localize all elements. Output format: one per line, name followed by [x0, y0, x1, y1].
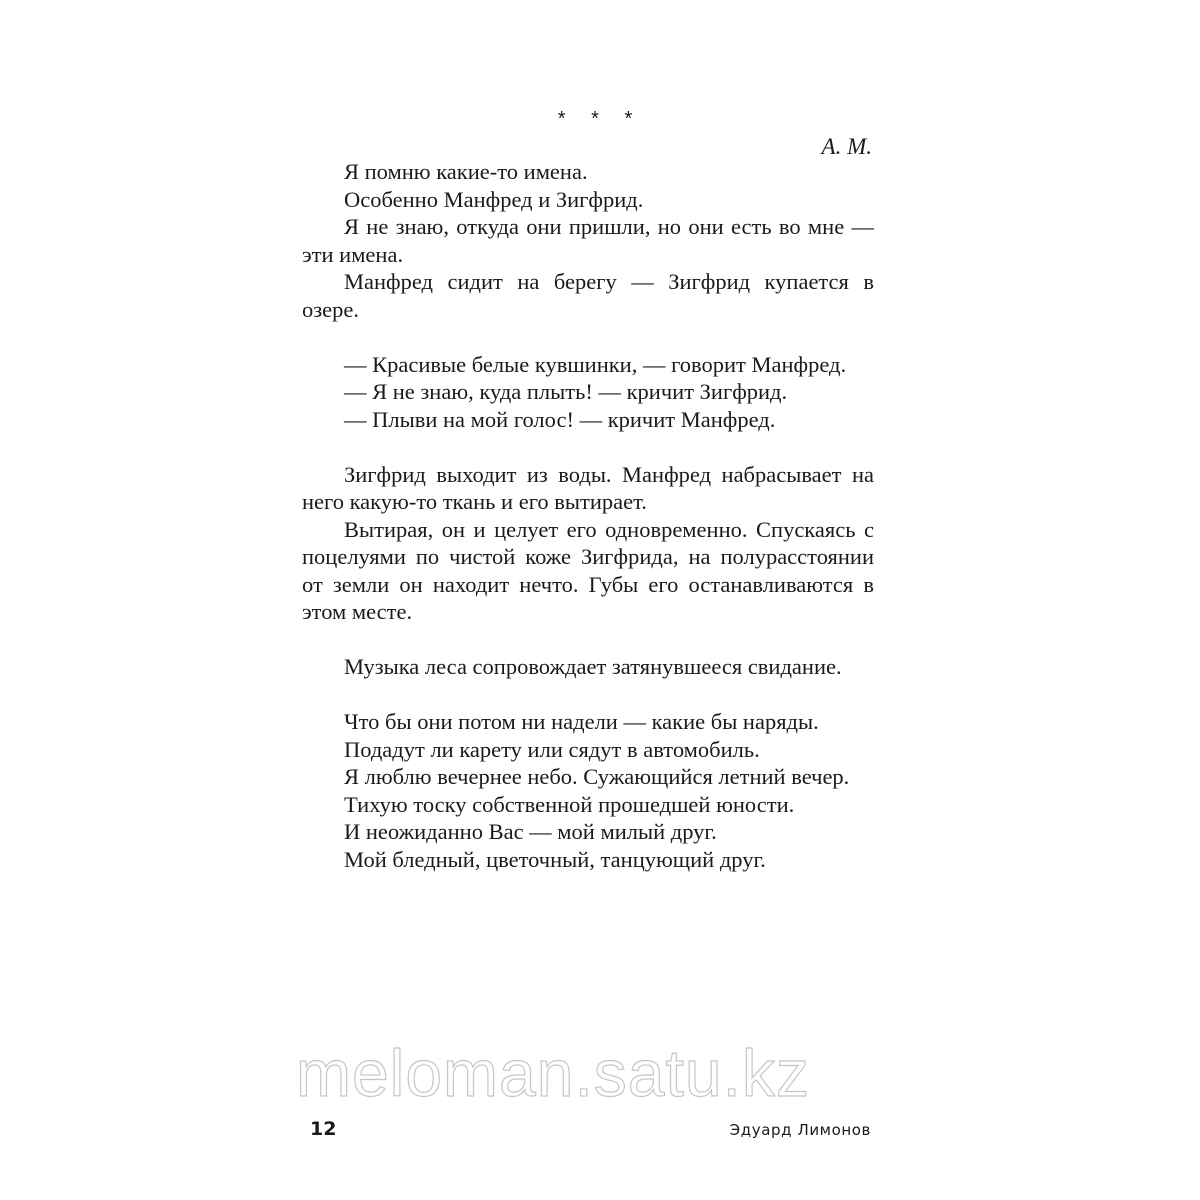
running-footer-author: Эдуард Лимонов [729, 1121, 871, 1139]
dedication: А. М. [821, 134, 872, 159]
stanza-gap [302, 626, 874, 654]
paragraph: Особенно Манфред и Зигфрид. [344, 186, 644, 212]
stanza-gap [302, 323, 874, 351]
verse-line: Мой бледный, цветочный, танцующий друг. [344, 846, 766, 872]
body-text [302, 158, 874, 873]
verse-line: Я люблю вечернее небо. Сужающийся летний вечер. [344, 764, 850, 789]
page-number: 12 [310, 1118, 337, 1140]
paragraph: Я не знаю, откуда они пришли, но они есть во мне — эти имена. [302, 214, 874, 267]
dialogue-line: — Плыви на мой голос! — кричит Манфред. [344, 406, 776, 432]
paragraph: Музыка леса сопровождает затянувшееся свидание. [344, 654, 842, 679]
dialogue-line: — Красивые белые кувшинки, — говорит Манфред. [344, 351, 847, 377]
section-separator: * * * [557, 108, 643, 130]
paragraph: Вытирая, он и целует его одновременно. Спускаясь с поцелуями по чистой коже Зигфрида, на полурасстоянии от земли он находит нечто. Губы его останавливаются в этом месте. [302, 516, 874, 624]
paragraph: Я помню какие-то имена. [344, 159, 588, 184]
watermark: meloman.satu.kz [296, 1036, 810, 1110]
verse-line: Тихую тоску собственной прошедшей юности. [344, 791, 795, 817]
verse-line: Что бы они потом ни надели — какие бы наряды. [344, 709, 819, 734]
stanza-gap [302, 433, 874, 461]
stanza-gap [302, 681, 874, 709]
paragraph: Манфред сидит на берегу — Зигфрид купается в озере. [302, 269, 874, 322]
paragraph: Зигфрид выходит из воды. Манфред набрасывает на него какую-то ткань и его вытирает. [302, 461, 874, 514]
dialogue-line: — Я не знаю, куда плыть! — кричит Зигфрид. [344, 379, 788, 404]
verse-line: И неожиданно Вас — мой милый друг. [344, 819, 717, 844]
verse-line: Подадут ли карету или сядут в автомобиль. [344, 736, 760, 762]
